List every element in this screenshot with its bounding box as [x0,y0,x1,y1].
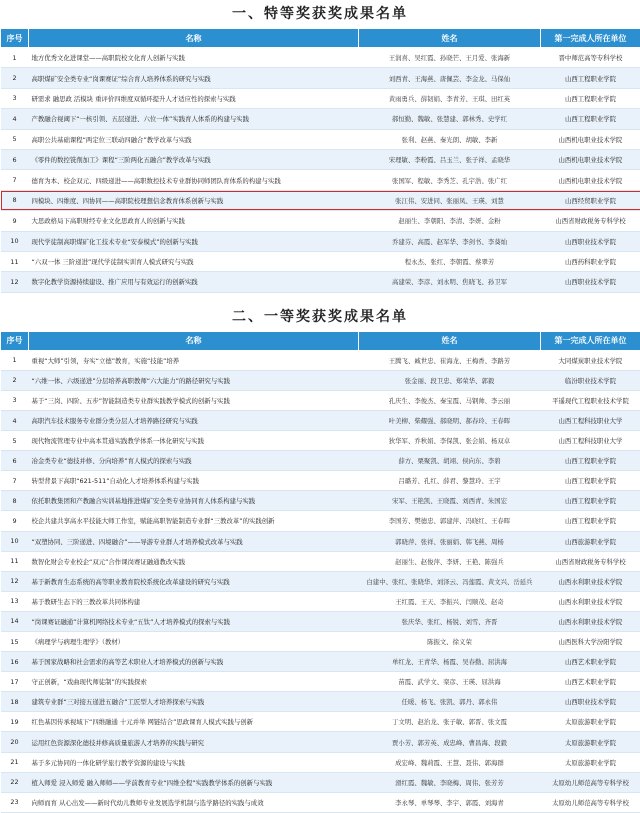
col-header-index: 序号 [1,29,29,48]
table-row [1,712,640,732]
achievement-name: 德育为本、校企双元、四级递进——高职数控技术专业群协同师团队育体系的构建与实践 [29,170,359,190]
row-index: 4 [1,410,29,430]
table-row [1,471,640,491]
team-members: 孔庆生、李俊杰、秦宝霞、马钢帅、李云丽 [359,390,541,410]
table-row [1,410,640,430]
table-row-highlighted [1,190,640,210]
row-index: 11 [1,251,29,271]
row-index: 8 [1,491,29,511]
row-index: 12 [1,571,29,591]
special-prize-table [0,28,640,293]
team-members: 任暖、杨飞、张凯、郭丹、郭永伟 [359,692,541,712]
row-index: 20 [1,732,29,752]
row-index: 23 [1,792,29,812]
row-index: 17 [1,672,29,692]
row-index: 14 [1,611,29,631]
col-header-index: 序号 [1,331,29,350]
institution: 山西旅游职业学院 [541,531,640,551]
team-members: 李国芳、樊德忠、郭建萍、冯晓红、王春晖 [359,511,541,531]
row-index: 10 [1,231,29,251]
row-index: 1 [1,48,29,68]
team-members: 滑红霞、魏敏、李晓梅、周伟、张芳芳 [359,772,541,792]
table-header-row [1,29,640,48]
achievement-name: 高职汽车技术服务专业群分类分层人才培养路径研究与实践 [29,410,359,430]
achievement-name: 运用红色资源深化德技并修高质量旅游人才培养的实践与研究 [29,732,359,752]
row-index: 4 [1,109,29,129]
institution: 山西工程职业学院 [541,471,640,491]
row-index: 16 [1,652,29,672]
institution: 平遥现代工程职业技术学院 [541,390,640,410]
institution: 临汾职业技术学院 [541,370,640,390]
achievement-name: 《零件的数控铣削加工》课程“三阶两化五融合”教学改革与实践 [29,149,359,169]
table-row [1,272,640,292]
table-row [1,652,640,672]
team-members: 吕璐芳、孔红、薛君、黎慧玲、王宇 [359,471,541,491]
table-row [1,88,640,108]
row-index: 11 [1,551,29,571]
table-row [1,451,640,471]
institution: 山西工程职业学院 [541,68,640,88]
achievement-name: 产教融合视阈下“一核引领、五层递进、六位一体”实践育人体系的构建与实践 [29,109,359,129]
institution: 太原旅游职业学院 [541,752,640,772]
institution: 山西省财政税务专科学校 [541,551,640,571]
institution: 山西职业技术学院 [541,692,640,712]
table-row [1,772,640,792]
institution: 山西艺术职业学院 [541,652,640,672]
row-index: 10 [1,531,29,551]
table-row [1,692,640,712]
institution: 山西职业技术学院 [541,272,640,292]
table-row [1,251,640,271]
team-members: 狄华军、乔秋娟、李保凯、张会娟、杨双卓 [359,431,541,451]
team-members: 张利、赵燕、秦光朗、胡敏、李新 [359,129,541,149]
row-index: 12 [1,272,29,292]
table-row [1,531,640,551]
team-members: 张金丽、段卫忠、郑荣华、郭毅 [359,370,541,390]
institution: 山西工程职业学院 [541,88,640,108]
achievement-name: “双塑协同、三阶递进、四境融合”——导游专业群人才培养模式改革与实践 [29,531,359,551]
institution: 山西工程科技职业大学 [541,410,640,430]
table-row [1,551,640,571]
achievement-name: 数智化财会专业校企“双元”合作课岗赛证融通教改实践 [29,551,359,571]
team-members: 陈振文、徐义荣 [359,632,541,652]
achievement-name: 基于多元协同的一体化研学旅行教学资源的建设与实践 [29,752,359,772]
institution: 山西工程科技职业大学 [541,431,640,451]
achievement-name: 高职煤矿安全类专业“岗课赛证”综合育人培养体系的研究与实践 [29,68,359,88]
row-index: 19 [1,712,29,732]
team-members: 成宏峰、魏莉霞、王慧、聂伟、郭海群 [359,752,541,772]
table-row [1,350,640,370]
row-index: 22 [1,772,29,792]
achievement-name: 守正创新，“戏曲现代师徒制”的实践探索 [29,672,359,692]
achievement-name: 大思政格局下高职财经专业文化思政育人的创新与实践 [29,211,359,231]
institution: 山西机电职业技术学院 [541,149,640,169]
institution: 山西职业技术学院 [541,231,640,251]
achievement-name: 研需求 融思政 活模块 重评价四维度双循环提升人才适应性的探索与实践 [29,88,359,108]
table-row [1,170,640,190]
institution: 山西工程职业学院 [541,109,640,129]
row-index: 6 [1,451,29,471]
table-row [1,611,640,631]
team-members: 叶美柳、柴耀强、郝晓明、郝春玲、王春晖 [359,410,541,430]
achievement-name: “六双一体 三阶递进”现代学徒制实训育人模式研究与实践 [29,251,359,271]
team-members: 高建荣、李彦、刘永明、焦晓飞、孙卫军 [359,272,541,292]
institution: 太原幼儿师范高等专科学校 [541,792,640,812]
achievement-name: 高职公共基础课程“两定位三联动四融合”教学改革与实践 [29,129,359,149]
achievement-name: 建筑专业群“三对接五递进五融合”工匠型人才培养探索与实践 [29,692,359,712]
achievement-name: 地方优秀文化进课堂——高职院校文化育人创新与实践 [29,48,359,68]
table-row [1,370,640,390]
table-row [1,390,640,410]
institution: 山西工程职业学院 [541,451,640,471]
col-header-name: 名称 [29,331,359,350]
col-header-people: 姓名 [359,29,541,48]
achievement-name: 基于新教育生态系统的高等职业教育院校系统化改革建设的研究与实践 [29,571,359,591]
team-members: 张江伟、安进同、张丽凤、王瑛、刘慧 [359,190,541,210]
first-prize-title: 二、一等奖获奖成果名单 [0,303,640,331]
achievement-name: 现代物流管理专业中高本贯通实践教学体系一体化研究与实践 [29,431,359,451]
table-row [1,732,640,752]
achievement-name: 数字化教学资源持续建设、推广应用与有效运行的创新实践 [29,272,359,292]
row-index: 9 [1,211,29,231]
institution: 山西医科大学汾阳学院 [541,632,640,652]
institution: 山西药科职业学院 [541,251,640,271]
table-row [1,511,640,531]
team-members: 单红龙、王青华、杨霞、吴春勤、屈洪海 [359,652,541,672]
col-header-name: 名称 [29,29,359,48]
institution: 晋中师范高等专科学校 [541,48,640,68]
institution: 山西省财政税务专科学校 [541,211,640,231]
team-members: 刘西青、王海燕、唐佩芸、李金龙、马保仙 [359,68,541,88]
team-members: 薛方、栗聚凯、胡翊、侯向东、李碧 [359,451,541,471]
row-index: 13 [1,591,29,611]
row-index: 7 [1,170,29,190]
team-members: 郝恒勤、魏敏、张慧建、郭林秀、史学红 [359,109,541,129]
team-members: 王腾飞、臧世忠、崔海龙、王梅香、李路芳 [359,350,541,370]
team-members: 张庆华、张红、杨锐、刘雪、齐晋 [359,611,541,631]
achievement-name: “六维一体、六级递进”分层培养高职教师“六大能力”的路径研究与实践 [29,370,359,390]
team-members: 丁文明、赵治龙、张子敏、郭晋、张文霞 [359,712,541,732]
achievement-name: 基于国家战略和社会需求的高等艺术职业人才培养模式的创新与实践 [29,652,359,672]
institution: 山西经贸职业学院 [541,190,640,210]
table-row [1,109,640,129]
col-header-people: 姓名 [359,331,541,350]
row-index: 2 [1,370,29,390]
row-index: 15 [1,632,29,652]
achievement-name: 转型背景下高职“621-511”自动化人才培养体系构建与实践 [29,471,359,491]
table-row [1,491,640,511]
team-members: 贾小芳、郭芳英、成忠峰、曹昌海、段毅 [359,732,541,752]
institution: 太原幼儿师范高等专科学校 [541,772,640,792]
institution: 大同煤炭职业技术学院 [541,350,640,370]
team-members: 赵丽生、李朝阳、李清、李妍、金粉 [359,211,541,231]
table-header-row [1,331,640,350]
team-members: 乔建芬、高霞、赵军华、李剑书、李葵灿 [359,231,541,251]
achievement-name: 《病理学与病理生理学》（教材） [29,632,359,652]
team-members: 宋军、王艳凯、王晓霞、刘西青、朱国宏 [359,491,541,511]
row-index: 18 [1,692,29,712]
institution: 太原旅游职业学院 [541,732,640,752]
team-members: 王红霞、王天、李振兴、闫顺茂、赵奇 [359,591,541,611]
table-row [1,149,640,169]
team-members: 黄雨勇兵、薛韧娟、李青芳、王琪、田红英 [359,88,541,108]
row-index: 9 [1,511,29,531]
institution: 太原旅游职业学院 [541,712,640,732]
row-index: 8 [1,190,29,210]
institution: 山西机电职业技术学院 [541,129,640,149]
team-members: 宋理敏、李粉霞、吕玉兰、张子祥、孟晓华 [359,149,541,169]
achievement-name: 基于“三岗、四阶、五步”智能制造类专业群实践教学模式的创新与实践 [29,390,359,410]
table-row [1,792,640,812]
team-members: 苗霞、武学文、栾彦、王瑛、屈洪海 [359,672,541,692]
table-row [1,231,640,251]
col-header-unit: 第一完成人所在单位 [541,331,640,350]
row-index: 5 [1,431,29,451]
achievement-name: 向师而育 从心出发——新时代幼儿教师专业发展选学机制与选学路径的实践与成效 [29,792,359,812]
team-members: 李永琴、单琴琴、李宇、郭霞、刘海青 [359,792,541,812]
special-prize-section [0,0,640,293]
achievement-name: “岗课赛证融通”计算机网络技术专业“五钛”人才培养模式的探索与实践 [29,611,359,631]
special-prize-title: 一、特等奖获奖成果名单 [0,0,640,28]
team-members: 郭晓萍、张祥、张丽娟、韩飞燕、周杨 [359,531,541,551]
achievement-name: 重视“大师”引领，夯实“立德”教育，实施“技能”培养 [29,350,359,370]
table-row [1,129,640,149]
achievement-name: 红色基因传承视域下“四维融通 十元并举 网链结合”思政课育人模式实践与创新 [29,712,359,732]
achievement-name: 依托职教集团和产教融合实训基地推进煤矿安全类专业协同育人体系构建与实践 [29,491,359,511]
achievement-name: 校企共建共享高水平技能大师工作室，赋能高职智能制造专业群“三教改革”的实践创新 [29,511,359,531]
row-index: 2 [1,68,29,88]
table-row [1,48,640,68]
institution: 山西水利职业技术学院 [541,571,640,591]
institution: 山西水利职业技术学院 [541,611,640,631]
first-prize-table [0,331,640,813]
achievement-name: 现代学徒制高职煤矿化工技术专业“安泰模式”的创新与实践 [29,231,359,251]
table-row [1,68,640,88]
achievement-name: 冶金类专业“德技并修、分向培养”育人模式的探索与实践 [29,451,359,471]
team-members: 王润喜、吴红霞、孙晓芒、王月爱、张海新 [359,48,541,68]
row-index: 5 [1,129,29,149]
institution: 山西水利职业技术学院 [541,591,640,611]
team-members: 白建中、张红、张晓华、刘泽云、冯莲霞、黄文兴、岳延兵 [359,571,541,591]
row-index: 21 [1,752,29,772]
table-row [1,431,640,451]
row-index: 3 [1,88,29,108]
row-index: 7 [1,471,29,491]
col-header-unit: 第一完成人所在单位 [541,29,640,48]
institution: 山西工程职业学院 [541,491,640,511]
achievement-name: 基于教研生态下的三教改革共同体构建 [29,591,359,611]
achievement-name: 植入师爱 浸入师爱 融入师师——学前教育专业“四维全程”实践教学体系的创新与实践 [29,772,359,792]
team-members: 程永杰、张红、李朝霞、蔡翠芳 [359,251,541,271]
table-row [1,571,640,591]
table-row [1,752,640,772]
team-members: 张国军、程敏、李秀芝、孔宇浩、张广红 [359,170,541,190]
institution: 山西机电职业技术学院 [541,170,640,190]
row-index: 1 [1,350,29,370]
institution: 山西工程职业学院 [541,511,640,531]
table-row [1,591,640,611]
table-row [1,632,640,652]
row-index: 3 [1,390,29,410]
table-row [1,672,640,692]
achievement-name: 四模块、四维度、四协同——高职院校理想信念教育体系创新与实践 [29,190,359,210]
row-index: 6 [1,149,29,169]
first-prize-section [0,303,640,813]
team-members: 赵丽生、赵俊萍、李妍、王艳、陈强兵 [359,551,541,571]
table-row [1,211,640,231]
institution: 山西艺术职业学院 [541,672,640,692]
